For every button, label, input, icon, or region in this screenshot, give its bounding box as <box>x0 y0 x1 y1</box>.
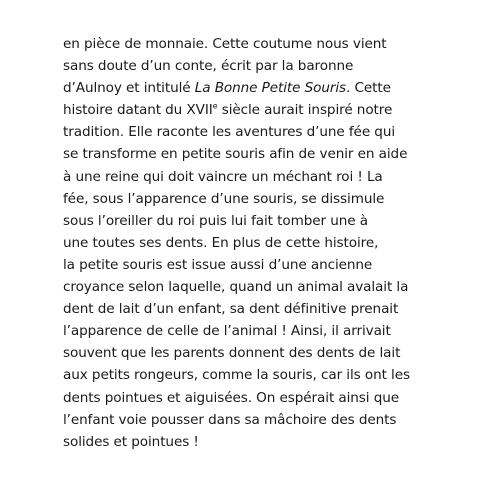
text-segment: à une reine qui doit vaincre un méchant roi ! La <box>63 168 383 185</box>
text-line <box>63 210 500 232</box>
text-line <box>63 320 500 342</box>
text-segment: souvent que les parents donnent des dents de lait <box>63 345 401 362</box>
text-line <box>63 254 500 276</box>
text-segment: . Cette <box>346 80 391 97</box>
text-segment: fée, sous l’apparence d’une souris, se dissimule <box>63 190 385 207</box>
text-line <box>63 55 500 77</box>
text-segment: en pièce de monnaie. Cette coutume nous vient <box>63 36 387 52</box>
text-segment: une toutes ses dents. En plus de cette histoire, <box>63 234 379 251</box>
text-line <box>63 276 500 298</box>
text-line <box>63 166 500 188</box>
text-line <box>63 121 500 143</box>
text-line <box>63 33 500 55</box>
text-segment: la petite souris est issue aussi d’une ancienne <box>63 256 373 273</box>
text-line <box>63 188 500 210</box>
text-line <box>63 232 500 254</box>
text-segment: d’Aulnoy et intitulé <box>63 80 195 97</box>
text-line <box>63 342 500 364</box>
text-segment: l’apparence de celle de l’animal ! Ainsi, il arrivait <box>63 323 391 340</box>
text-segment: solides et pointues ! <box>63 433 199 450</box>
text-line <box>63 409 500 431</box>
text-line <box>63 431 500 453</box>
text-line <box>63 298 500 320</box>
text-segment: se transforme en petite souris afin de venir en aide <box>63 146 408 163</box>
text-line <box>63 77 500 99</box>
body-text <box>63 33 500 453</box>
text-segment: sous l’oreiller du roi puis lui fait tomber une à <box>63 212 368 229</box>
text-segment: siècle aurait inspiré notre <box>217 102 393 119</box>
book-title: La Bonne Petite Souris <box>194 80 347 97</box>
text-segment: l’enfant voie pousser dans sa mâchoire des dents <box>63 411 397 428</box>
text-segment: dent de lait d’un enfant, sa dent définitive prenait <box>63 301 399 318</box>
text-segment: histoire datant du XVII <box>63 102 213 119</box>
text-segment: sans doute d’un conte, écrit par la baronne <box>63 58 354 75</box>
text-segment: croyance selon laquelle, quand un animal avalait la <box>63 279 409 296</box>
text-line <box>63 143 500 165</box>
text-line <box>63 99 500 121</box>
superscript: e <box>212 101 218 111</box>
text-segment: tradition. Elle raconte les aventures d’une fée qui <box>63 124 396 141</box>
text-segment: dents pointues et aiguisées. On espérait ainsi que <box>63 389 399 406</box>
text-segment: aux petits rongeurs, comme la souris, car ils ont les <box>63 367 410 384</box>
text-line <box>63 364 500 386</box>
text-line <box>63 387 500 409</box>
